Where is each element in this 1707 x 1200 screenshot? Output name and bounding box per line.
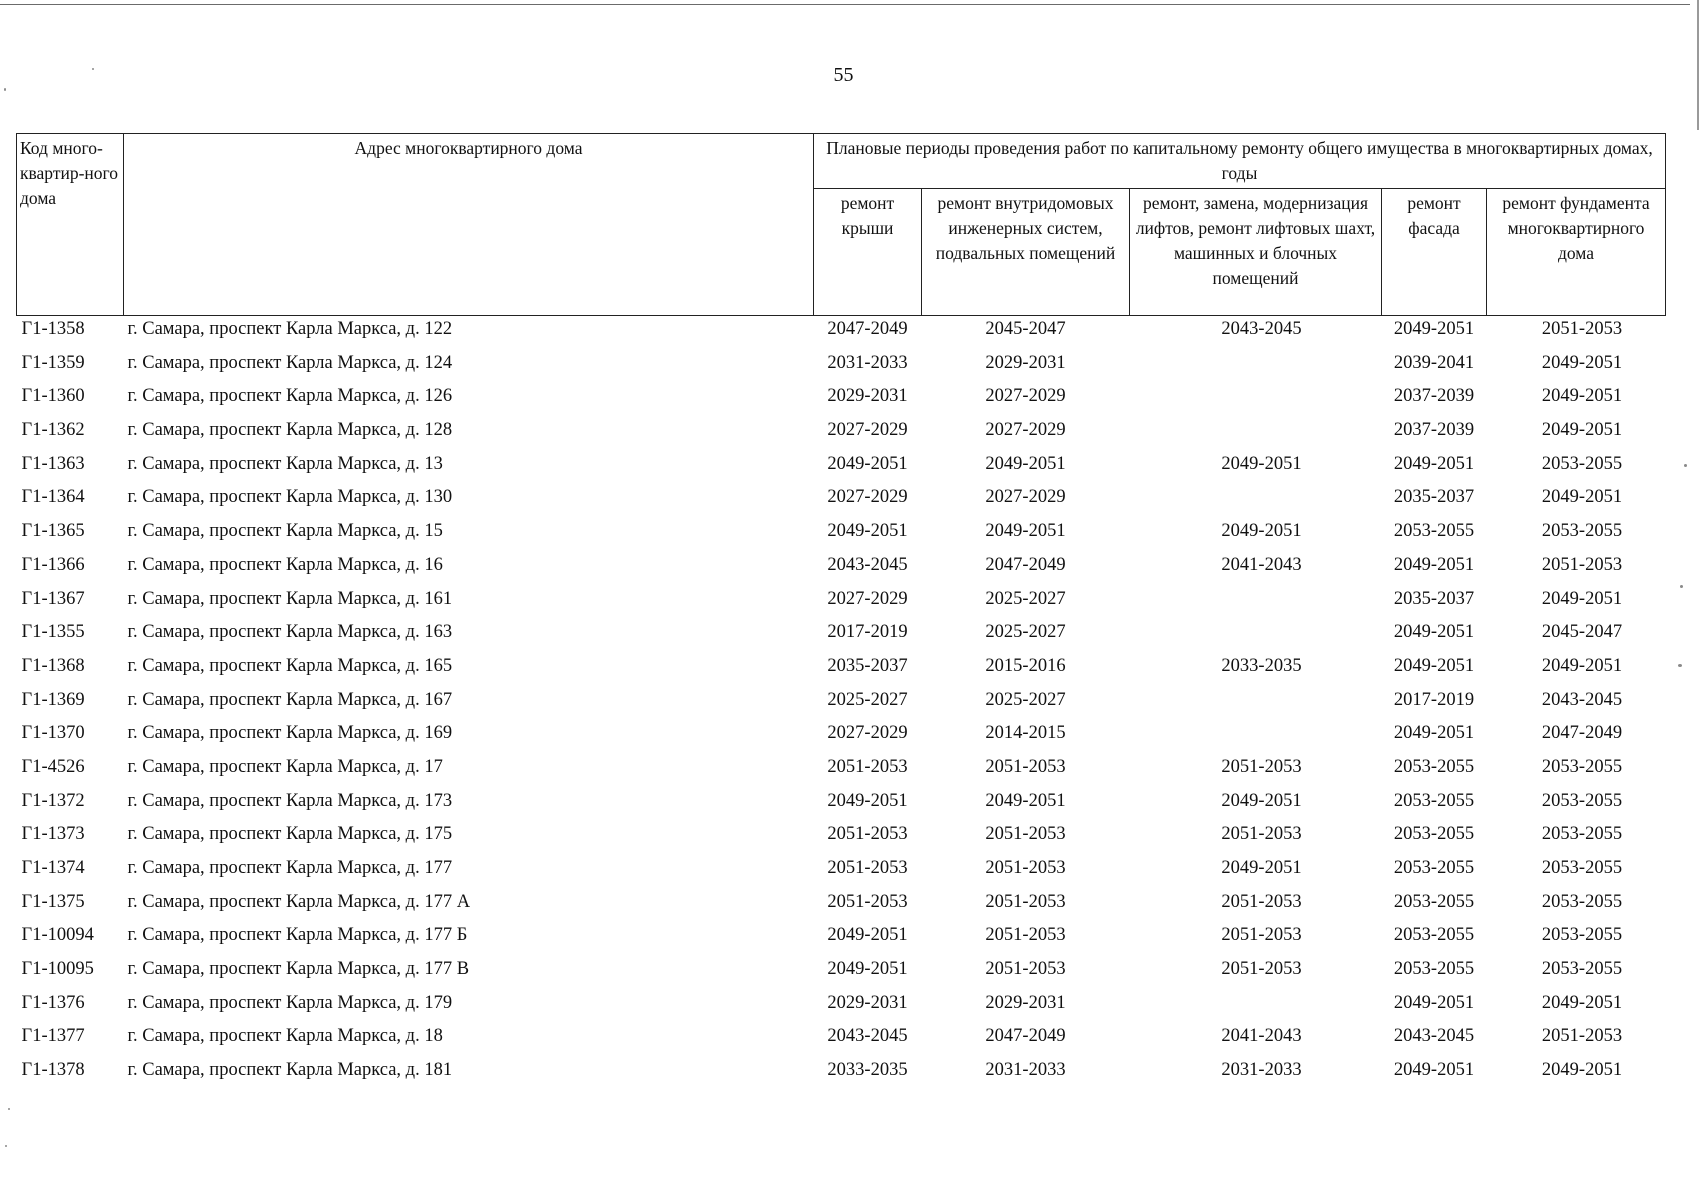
table-row: [17, 586, 1666, 620]
cell-engineering: 2027-2029: [985, 420, 1066, 441]
cell-roof: 2017-2019: [827, 622, 908, 643]
cell-address: г. Самара, проспект Карла Маркса, д. 163: [127, 622, 453, 643]
table-row: [17, 990, 1666, 1024]
cell-foundation: 2049-2051: [1541, 352, 1623, 373]
table-row: [17, 383, 1666, 417]
cell-code: Г1-1363: [21, 453, 85, 474]
cell-code: Г1-1362: [21, 420, 85, 441]
cell-roof: 2049-2051: [827, 521, 908, 542]
cell-address: г. Самара, проспект Карла Маркса, д. 15: [127, 521, 443, 542]
cell-elevators: 2051-2053: [1221, 824, 1302, 845]
scan-speck: [92, 68, 94, 70]
table-row: [17, 653, 1666, 687]
cell-foundation: 2049-2051: [1541, 992, 1623, 1013]
cell-address: г. Самара, проспект Карла Маркса, д. 124: [127, 352, 453, 373]
cell-foundation: 2051-2053: [1541, 1026, 1623, 1047]
cell-code: Г1-1373: [21, 824, 85, 845]
cell-foundation: 2049-2051: [1541, 487, 1623, 508]
cell-facade: 2035-2037: [1393, 487, 1475, 508]
cell-foundation: 2051-2053: [1541, 319, 1623, 339]
table-row: [17, 1057, 1666, 1091]
cell-foundation: 2043-2045: [1541, 689, 1623, 710]
cell-address: г. Самара, проспект Карла Маркса, д. 177: [127, 858, 453, 878]
cell-facade: 2053-2055: [1393, 824, 1475, 845]
table-row: [17, 518, 1666, 552]
scan-speck: [1680, 585, 1683, 588]
cell-facade: 2053-2055: [1393, 858, 1475, 878]
table-row: [17, 316, 1666, 350]
table-row: [17, 619, 1666, 653]
cell-roof: 2049-2051: [827, 453, 908, 474]
cell-code: Г1-1367: [21, 588, 85, 609]
cell-facade: 2049-2051: [1393, 655, 1475, 676]
cell-address: г. Самара, проспект Карла Маркса, д. 173: [127, 790, 453, 811]
cell-address: г. Самара, проспект Карла Маркса, д. 130: [127, 487, 453, 508]
table-row: [17, 451, 1666, 485]
cell-engineering: 2049-2051: [985, 790, 1066, 811]
cell-elevators: [1130, 990, 1382, 1024]
cell-address: г. Самара, проспект Карла Маркса, д. 128: [127, 420, 453, 441]
cell-roof: 2043-2045: [827, 554, 908, 575]
cell-elevators: [1130, 417, 1382, 451]
cell-engineering: 2047-2049: [985, 554, 1066, 575]
cell-facade: 2049-2051: [1393, 319, 1475, 339]
table-row: [17, 687, 1666, 721]
cell-elevators: 2041-2043: [1221, 1026, 1302, 1047]
cell-facade: 2053-2055: [1393, 521, 1475, 542]
cell-foundation: 2051-2053: [1541, 554, 1623, 575]
cell-foundation: 2053-2055: [1541, 925, 1623, 946]
cell-facade: 2049-2051: [1393, 1060, 1475, 1081]
cell-engineering: 2027-2029: [985, 487, 1066, 508]
table-row: [17, 484, 1666, 518]
cell-engineering: 2031-2033: [985, 1060, 1066, 1081]
cell-address: г. Самара, проспект Карла Маркса, д. 175: [127, 824, 453, 845]
scan-speck: [4, 88, 6, 91]
cell-foundation: 2049-2051: [1541, 386, 1623, 407]
cell-facade: 2053-2055: [1393, 756, 1475, 777]
cell-address: г. Самара, проспект Карла Маркса, д. 161: [127, 588, 453, 609]
cell-elevators: 2049-2051: [1221, 790, 1302, 811]
cell-engineering: 2051-2053: [985, 756, 1066, 777]
table-row: [17, 1023, 1666, 1057]
table-row: [17, 821, 1666, 855]
cell-facade: 2039-2041: [1393, 352, 1475, 373]
cell-elevators: 2049-2051: [1221, 521, 1302, 542]
table-row: [17, 350, 1666, 384]
cell-address: г. Самара, проспект Карла Маркса, д. 169: [127, 723, 453, 744]
cell-code: Г1-1368: [21, 655, 85, 676]
cell-address: г. Самара, проспект Карла Маркса, д. 13: [127, 453, 443, 474]
cell-foundation: 2049-2051: [1541, 420, 1623, 441]
cell-foundation: 2053-2055: [1541, 521, 1623, 542]
cell-facade: 2043-2045: [1393, 1026, 1475, 1047]
cell-code: Г1-1364: [21, 487, 85, 508]
cell-address: г. Самара, проспект Карла Маркса, д. 165: [127, 655, 453, 676]
cell-elevators: 2041-2043: [1221, 554, 1302, 575]
cell-engineering: 2027-2029: [985, 386, 1066, 407]
scan-edge-right: [1697, 0, 1699, 130]
cell-code: Г1-1372: [21, 790, 85, 811]
cell-facade: 2049-2051: [1393, 622, 1475, 643]
cell-elevators: 2049-2051: [1221, 453, 1302, 474]
cell-engineering: 2015-2016: [985, 655, 1066, 676]
page-number: 55: [833, 64, 854, 86]
cell-elevators: 2051-2053: [1221, 756, 1302, 777]
table-row: [17, 788, 1666, 822]
cell-address: г. Самара, проспект Карла Маркса, д. 177 Б: [127, 925, 468, 946]
cell-code: Г1-1377: [21, 1026, 85, 1047]
cell-roof: 2049-2051: [827, 959, 908, 980]
table-body: [17, 316, 1666, 1091]
cell-elevators: [1130, 484, 1382, 518]
cell-facade: 2049-2051: [1393, 992, 1475, 1013]
cell-code: Г1-1374: [21, 858, 85, 878]
cell-address: г. Самара, проспект Карла Маркса, д. 179: [127, 992, 453, 1013]
cell-code: Г1-1366: [21, 554, 85, 575]
cell-roof: 2027-2029: [827, 420, 908, 441]
cell-roof: 2033-2035: [827, 1060, 908, 1081]
cell-address: г. Самара, проспект Карла Маркса, д. 167: [127, 689, 453, 710]
cell-foundation: 2053-2055: [1541, 453, 1623, 474]
cell-elevators: 2033-2035: [1221, 655, 1302, 676]
cell-address: г. Самара, проспект Карла Маркса, д. 126: [127, 386, 453, 407]
cell-roof: 2049-2051: [827, 790, 908, 811]
cell-code: Г1-10095: [21, 959, 94, 980]
cell-elevators: [1130, 350, 1382, 384]
cell-address: г. Самара, проспект Карла Маркса, д. 16: [127, 554, 443, 575]
cell-facade: 2017-2019: [1393, 689, 1475, 710]
cell-address: г. Самара, проспект Карла Маркса, д. 181: [127, 1060, 453, 1081]
cell-elevators: [1130, 687, 1382, 721]
cell-engineering: 2029-2031: [985, 992, 1066, 1013]
cell-engineering: 2025-2027: [985, 588, 1066, 609]
cell-address: г. Самара, проспект Карла Маркса, д. 18: [127, 1026, 443, 1047]
cell-code: Г1-1376: [21, 992, 85, 1013]
header-planned-periods: Плановые периоды проведения работ по капитальному ремонту общего имущества в многоквартирных домах, годы: [814, 134, 1666, 189]
cell-foundation: 2049-2051: [1541, 588, 1623, 609]
cell-elevators: [1130, 619, 1382, 653]
cell-address: г. Самара, проспект Карла Маркса, д. 177 В: [127, 959, 470, 980]
cell-roof: 2043-2045: [827, 1026, 908, 1047]
cell-elevators: [1130, 720, 1382, 754]
cell-code: Г1-1355: [21, 622, 85, 643]
capital-repair-schedule-table: [16, 133, 1666, 1091]
cell-roof: 2051-2053: [827, 858, 908, 878]
cell-foundation: 2049-2051: [1541, 655, 1623, 676]
cell-code: Г1-1359: [21, 352, 85, 373]
cell-code: Г1-1375: [21, 891, 85, 912]
cell-roof: 2031-2033: [827, 352, 908, 373]
table-row: [17, 754, 1666, 788]
cell-code: Г1-1369: [21, 689, 85, 710]
cell-roof: 2029-2031: [827, 992, 908, 1013]
table-row: [17, 922, 1666, 956]
cell-engineering: 2025-2027: [985, 622, 1066, 643]
cell-engineering: 2049-2051: [985, 521, 1066, 542]
cell-engineering: 2051-2053: [985, 925, 1066, 946]
cell-foundation: 2053-2055: [1541, 790, 1623, 811]
cell-code: Г1-1365: [21, 521, 85, 542]
cell-engineering: 2014-2015: [985, 723, 1066, 744]
cell-engineering: 2051-2053: [985, 824, 1066, 845]
header-code: Код много-квартир-ного дома: [17, 134, 124, 316]
cell-facade: 2035-2037: [1393, 588, 1475, 609]
header-facade: ремонт фасада: [1382, 189, 1487, 316]
cell-roof: 2051-2053: [827, 824, 908, 845]
cell-elevators: 2031-2033: [1221, 1060, 1302, 1081]
cell-engineering: 2025-2027: [985, 689, 1066, 710]
cell-roof: 2027-2029: [827, 723, 908, 744]
cell-code: Г1-1358: [21, 319, 85, 339]
table-row: [17, 889, 1666, 923]
cell-elevators: 2051-2053: [1221, 959, 1302, 980]
cell-facade: 2037-2039: [1393, 386, 1475, 407]
cell-roof: 2027-2029: [827, 588, 908, 609]
cell-facade: 2049-2051: [1393, 554, 1475, 575]
cell-engineering: 2051-2053: [985, 891, 1066, 912]
cell-roof: 2029-2031: [827, 386, 908, 407]
cell-facade: 2053-2055: [1393, 790, 1475, 811]
scan-speck: [5, 1145, 7, 1147]
table-row: [17, 720, 1666, 754]
scan-speck: [1684, 464, 1687, 467]
cell-address: г. Самара, проспект Карла Маркса, д. 17: [127, 756, 443, 777]
cell-foundation: 2053-2055: [1541, 756, 1623, 777]
cell-elevators: 2043-2045: [1221, 319, 1302, 339]
cell-facade: 2053-2055: [1393, 925, 1475, 946]
cell-engineering: 2051-2053: [985, 858, 1066, 878]
cell-foundation: 2047-2049: [1541, 723, 1623, 744]
cell-roof: 2049-2051: [827, 925, 908, 946]
cell-address: г. Самара, проспект Карла Маркса, д. 177 А: [127, 891, 471, 912]
cell-roof: 2047-2049: [827, 319, 908, 339]
cell-foundation: 2049-2051: [1541, 1060, 1623, 1081]
table-row: [17, 417, 1666, 451]
cell-code: Г1-1360: [21, 386, 85, 407]
cell-engineering: 2049-2051: [985, 453, 1066, 474]
cell-facade: 2037-2039: [1393, 420, 1475, 441]
header-address: Адрес многоквартирного дома: [124, 134, 814, 316]
cell-engineering: 2029-2031: [985, 352, 1066, 373]
cell-code: Г1-1370: [21, 723, 85, 744]
cell-engineering: 2051-2053: [985, 959, 1066, 980]
cell-code: Г1-4526: [21, 756, 85, 777]
cell-code: Г1-1378: [21, 1060, 85, 1081]
scan-speck: [8, 1108, 10, 1110]
scan-speck: [1678, 664, 1682, 667]
cell-roof: 2025-2027: [827, 689, 908, 710]
cell-roof: 2051-2053: [827, 756, 908, 777]
cell-foundation: 2053-2055: [1541, 824, 1623, 845]
table-header: [17, 134, 1666, 316]
cell-facade: 2053-2055: [1393, 959, 1475, 980]
cell-engineering: 2047-2049: [985, 1026, 1066, 1047]
cell-roof: 2051-2053: [827, 891, 908, 912]
cell-address: г. Самара, проспект Карла Маркса, д. 122: [127, 319, 453, 339]
cell-engineering: 2045-2047: [985, 319, 1066, 339]
cell-elevators: 2051-2053: [1221, 891, 1302, 912]
cell-elevators: [1130, 586, 1382, 620]
scan-edge-top: [0, 4, 1690, 5]
cell-roof: 2027-2029: [827, 487, 908, 508]
cell-elevators: 2049-2051: [1221, 858, 1302, 878]
cell-facade: 2049-2051: [1393, 723, 1475, 744]
cell-foundation: 2053-2055: [1541, 891, 1623, 912]
cell-elevators: [1130, 383, 1382, 417]
cell-facade: 2049-2051: [1393, 453, 1475, 474]
cell-code: Г1-10094: [21, 925, 94, 946]
cell-foundation: 2053-2055: [1541, 858, 1623, 878]
table-row: [17, 552, 1666, 586]
header-roof: ремонт крыши: [814, 189, 922, 316]
cell-foundation: 2045-2047: [1541, 622, 1623, 643]
header-foundation: ремонт фундамента многоквартирного дома: [1487, 189, 1666, 316]
cell-foundation: 2053-2055: [1541, 959, 1623, 980]
cell-elevators: 2051-2053: [1221, 925, 1302, 946]
cell-roof: 2035-2037: [827, 655, 908, 676]
table-row: [17, 855, 1666, 889]
header-elevators: ремонт, замена, модернизация лифтов, ремонт лифтовых шахт, машинных и блочных помещений: [1130, 189, 1382, 316]
table-row: [17, 956, 1666, 990]
header-engineering: ремонт внутридомовых инженерных систем, подвальных помещений: [922, 189, 1130, 316]
cell-facade: 2053-2055: [1393, 891, 1475, 912]
